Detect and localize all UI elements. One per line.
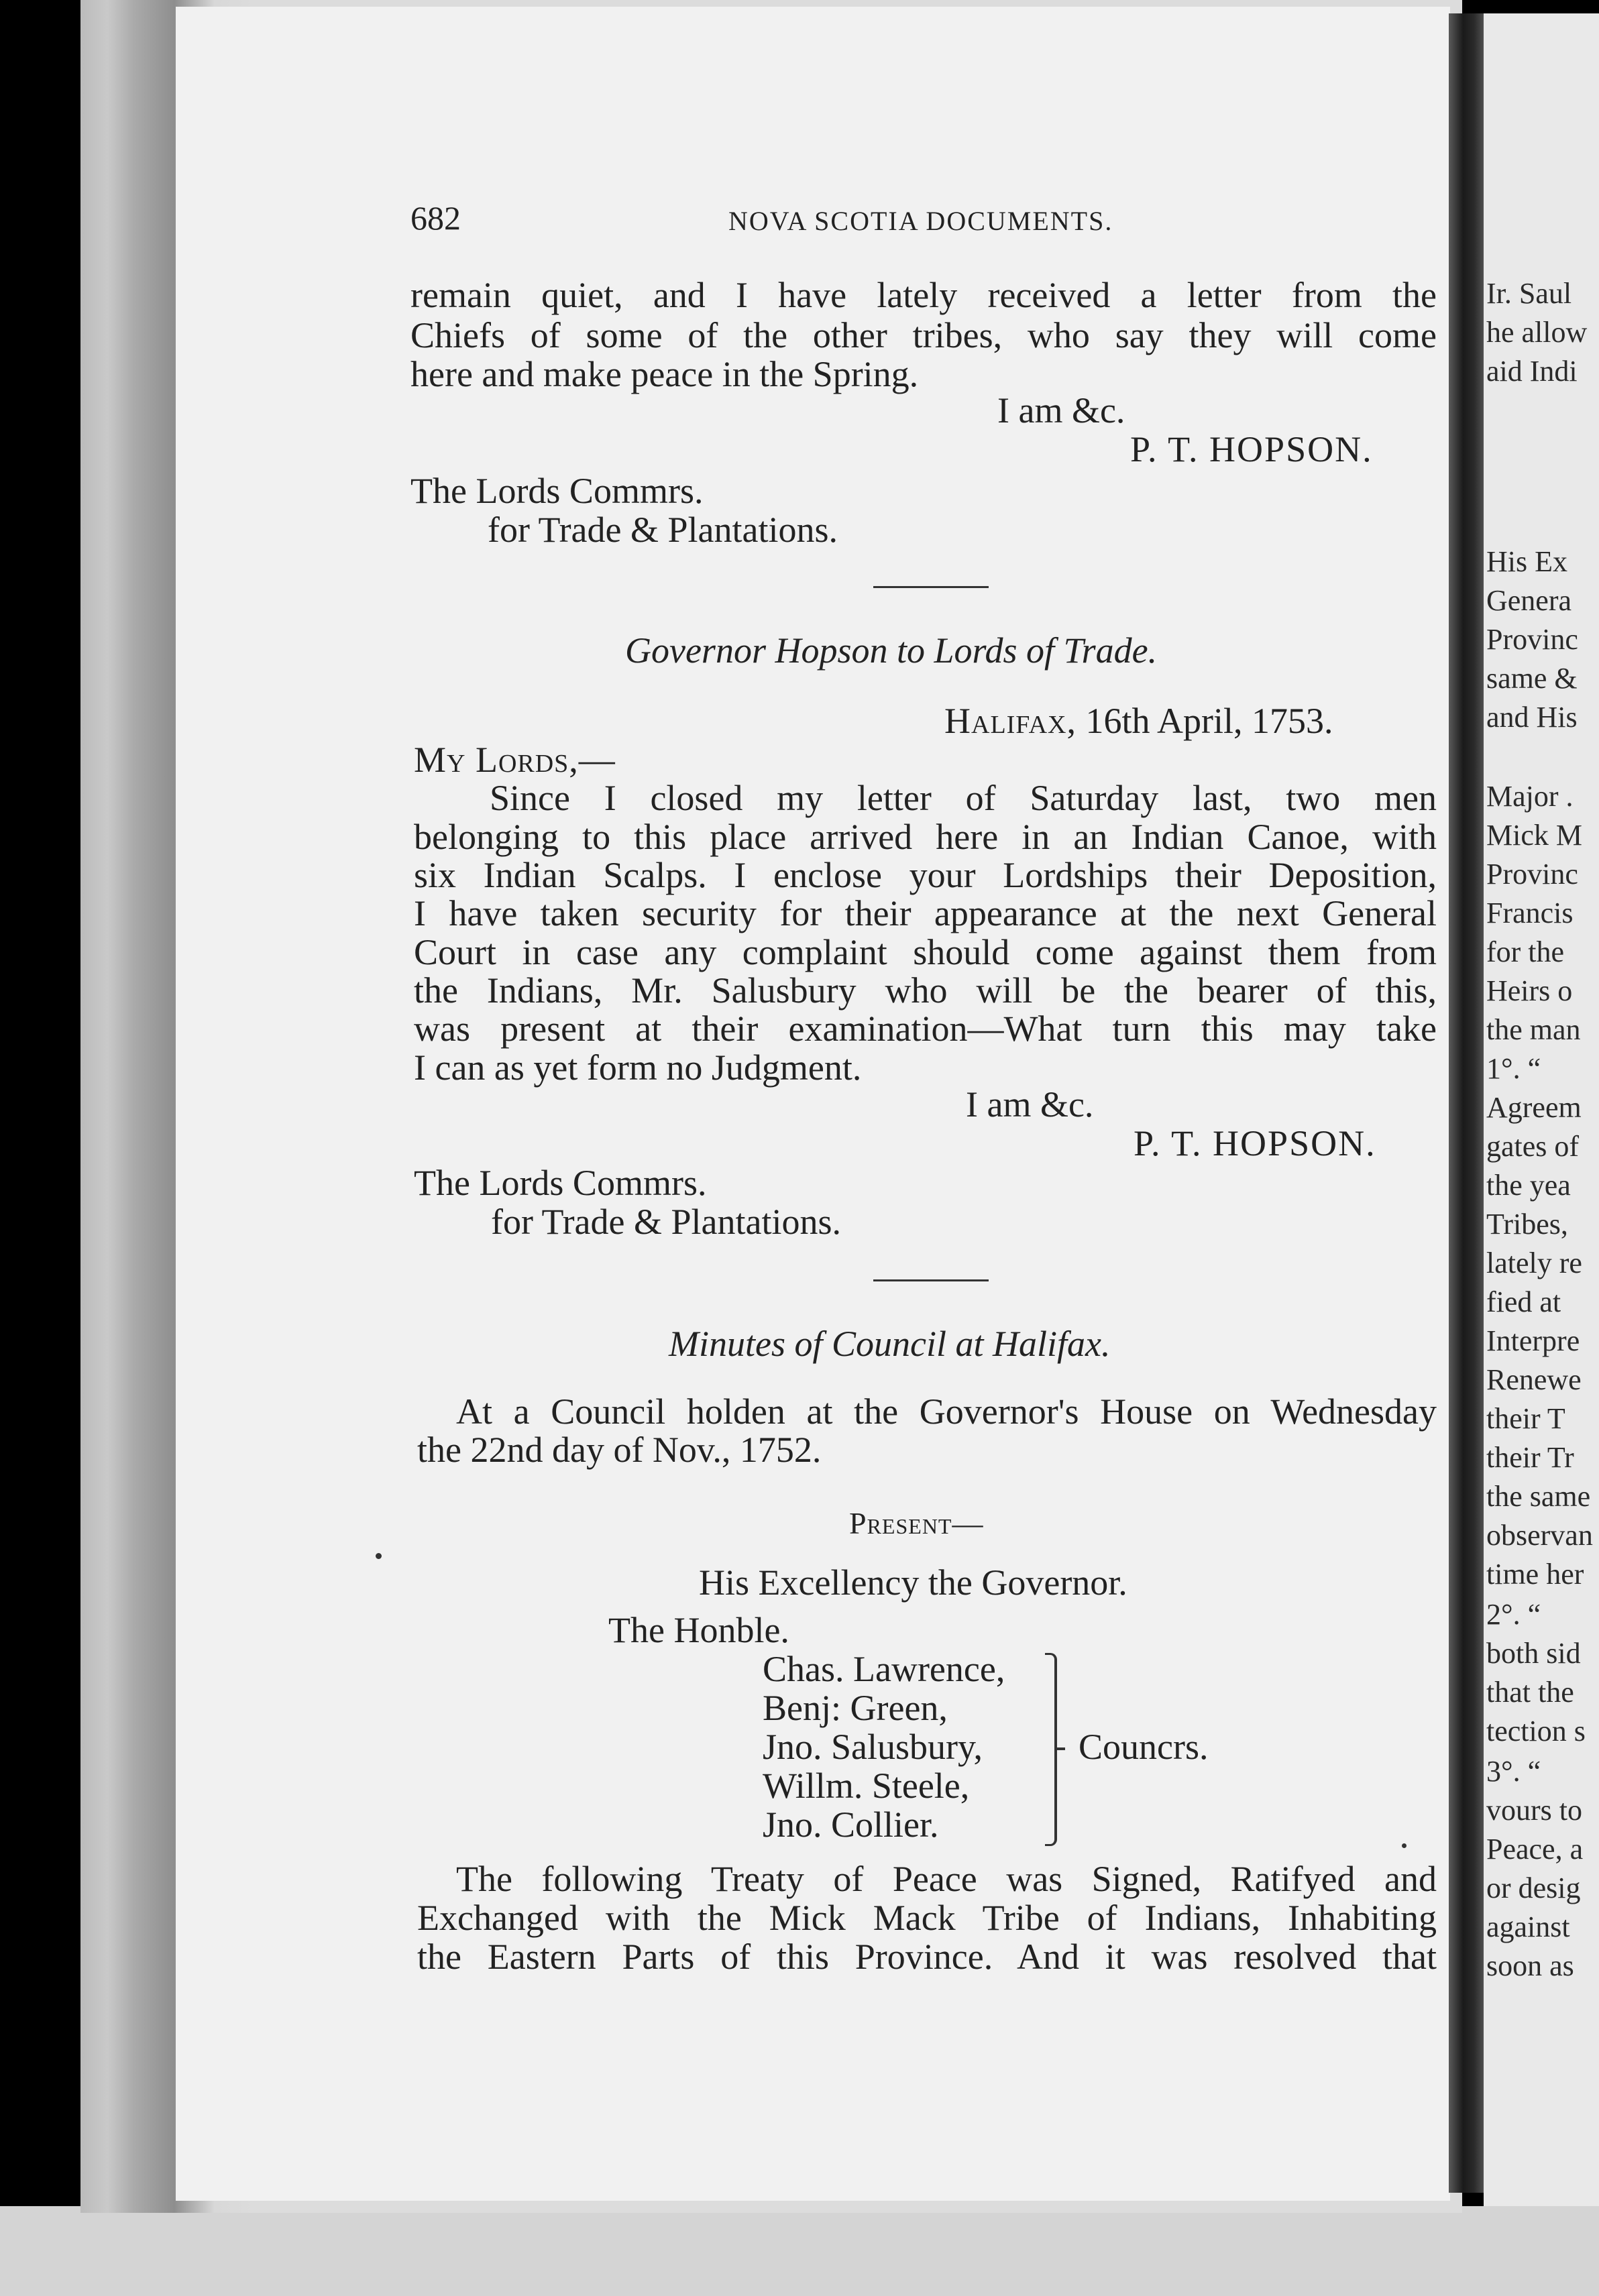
running-title: NOVA SCOTIA DOCUMENTS. — [728, 206, 1113, 236]
facing-page-fragment: time her — [1486, 1558, 1584, 1591]
letter2-line: six Indian Scalps. I enclose your Lordships their Deposition, — [414, 855, 1437, 895]
facing-page-fragment: Mick M — [1486, 819, 1582, 852]
letter1-line: Chiefs of some of the other tribes, who say they will come — [410, 315, 1437, 355]
facing-page-fragment: Genera — [1486, 584, 1572, 617]
letter2-closing: I am &c. — [966, 1084, 1094, 1125]
letter1-addressee: for Trade & Plantations. — [488, 510, 838, 550]
letter2-line: Court in case any complaint should come against them from — [414, 932, 1437, 972]
members-brace-lower — [1045, 1750, 1057, 1846]
section-divider — [873, 586, 989, 588]
facing-page-fragment: fied at — [1486, 1285, 1561, 1318]
council-member: Benj: Green, — [763, 1688, 948, 1728]
facing-page-fragment: their T — [1486, 1402, 1565, 1435]
letter1-line: remain quiet, and I have lately received a letter from the — [410, 275, 1437, 315]
book-gutter — [1449, 13, 1485, 2193]
honble-line: The Honble. — [608, 1610, 789, 1650]
section-divider — [873, 1279, 989, 1281]
letter2-line: was present at their examination—What turn this may take — [414, 1009, 1437, 1049]
facing-page-fragment: both sid — [1486, 1637, 1581, 1670]
council-member: Jno. Salusbury, — [763, 1727, 983, 1767]
letter1-line: here and make peace in the Spring. — [410, 354, 919, 394]
letter2-addressee: The Lords Commrs. — [414, 1163, 707, 1203]
ink-speck — [1402, 1843, 1407, 1848]
facing-page-fragment: their Tr — [1486, 1441, 1574, 1474]
facing-page-fragment: the yea — [1486, 1169, 1571, 1202]
letter2-addressee: for Trade & Plantations. — [491, 1202, 841, 1242]
council-member: Jno. Collier. — [763, 1804, 939, 1845]
facing-page-fragment: His Ex — [1486, 545, 1567, 578]
letter2-salutation: My Lords,— — [414, 740, 616, 780]
facing-page-fragment: Tribes, — [1486, 1208, 1568, 1241]
facing-page-fragment: he allow — [1486, 316, 1588, 349]
facing-page-fragment: lately re — [1486, 1247, 1582, 1279]
letter2-title: Governor Hopson to Lords of Trade. — [625, 630, 1158, 671]
letter2-line: Since I closed my letter of Saturday last, two men — [490, 778, 1437, 818]
letter2-signature: P. T. HOPSON. — [1134, 1123, 1376, 1163]
facing-page-fragment: aid Indi — [1486, 355, 1578, 388]
treaty-line: Exchanged with the Mick Mack Tribe of Indians, Inhabiting — [417, 1898, 1437, 1938]
minutes-intro-line: At a Council holden at the Governor's House on Wednesday — [456, 1391, 1437, 1432]
page-number: 682 — [410, 199, 461, 237]
facing-page-fragment: 2°. “ — [1486, 1598, 1541, 1631]
facing-page-fragment: Agreem — [1486, 1091, 1582, 1124]
facing-page-fragment: tection s — [1486, 1715, 1586, 1747]
dateline-place: Halifax, — [944, 701, 1077, 741]
facing-page-fragment: the same — [1486, 1480, 1591, 1513]
letter2-dateline — [944, 701, 1333, 741]
facing-page-fragment: Major . — [1486, 780, 1574, 813]
letter2-line: I can as yet form no Judgment. — [414, 1047, 862, 1088]
facing-page-fragment: Renewe — [1486, 1363, 1582, 1396]
facing-page-fragment: Interpre — [1486, 1324, 1580, 1357]
facing-page — [1484, 13, 1599, 2206]
dateline-date: 16th April, 1753. — [1085, 701, 1333, 741]
facing-page-fragment: soon as — [1486, 1949, 1574, 1982]
facing-page-fragment: the man — [1486, 1013, 1581, 1046]
facing-page-fragment: observan — [1486, 1519, 1593, 1552]
council-member: Willm. Steele, — [763, 1766, 970, 1806]
facing-page-fragment: Provinc — [1486, 858, 1578, 891]
scanner-bed — [0, 2206, 1599, 2296]
facing-page-fragment: Provinc — [1486, 623, 1578, 656]
members-brace-upper — [1045, 1653, 1057, 1749]
present-label: Present— — [849, 1506, 984, 1540]
letter2-line: the Indians, Mr. Salusbury who will be the bearer of this, — [414, 970, 1437, 1011]
treaty-line: the Eastern Parts of this Province. And it was resolved that — [417, 1937, 1437, 1977]
facing-page-fragment: and His — [1486, 701, 1578, 734]
facing-page-fragment: Ir. Saul — [1486, 277, 1572, 310]
treaty-line: The following Treaty of Peace was Signed, Ratifyed and — [456, 1859, 1437, 1899]
facing-page-fragment: 3°. “ — [1486, 1755, 1541, 1788]
facing-page-fragment: Heirs o — [1486, 974, 1573, 1007]
facing-page-fragment: vours to — [1486, 1794, 1582, 1827]
facing-page-fragment: Peace, a — [1486, 1833, 1584, 1866]
council-member: Chas. Lawrence, — [763, 1649, 1005, 1689]
minutes-title: Minutes of Council at Halifax. — [669, 1324, 1111, 1364]
letter1-signature: P. T. HOPSON. — [1130, 429, 1373, 469]
document-page — [176, 7, 1450, 2201]
minutes-intro-line: the 22nd day of Nov., 1752. — [417, 1430, 822, 1470]
facing-page-fragment: that the — [1486, 1676, 1574, 1709]
facing-page-fragment: 1°. “ — [1486, 1052, 1541, 1085]
letter1-addressee: The Lords Commrs. — [410, 471, 704, 511]
facing-page-fragment: gates of — [1486, 1130, 1580, 1163]
governor-line: His Excellency the Governor. — [699, 1562, 1127, 1603]
facing-page-fragment: for the — [1486, 935, 1565, 968]
facing-page-fragment: Francis — [1486, 897, 1574, 929]
facing-page-fragment: against — [1486, 1910, 1570, 1943]
letter2-line: belonging to this place arrived here in an Indian Canoe, with — [414, 817, 1437, 857]
facing-page-fragment: same & — [1486, 662, 1578, 695]
letter1-closing: I am &c. — [997, 390, 1125, 431]
ink-speck — [376, 1553, 382, 1559]
members-brace-tip — [1054, 1747, 1065, 1750]
letter2-line: I have taken security for their appearance at the next General — [414, 893, 1437, 933]
facing-page-fragment: or desig — [1486, 1872, 1581, 1904]
councillors-label: Councrs. — [1079, 1727, 1209, 1767]
